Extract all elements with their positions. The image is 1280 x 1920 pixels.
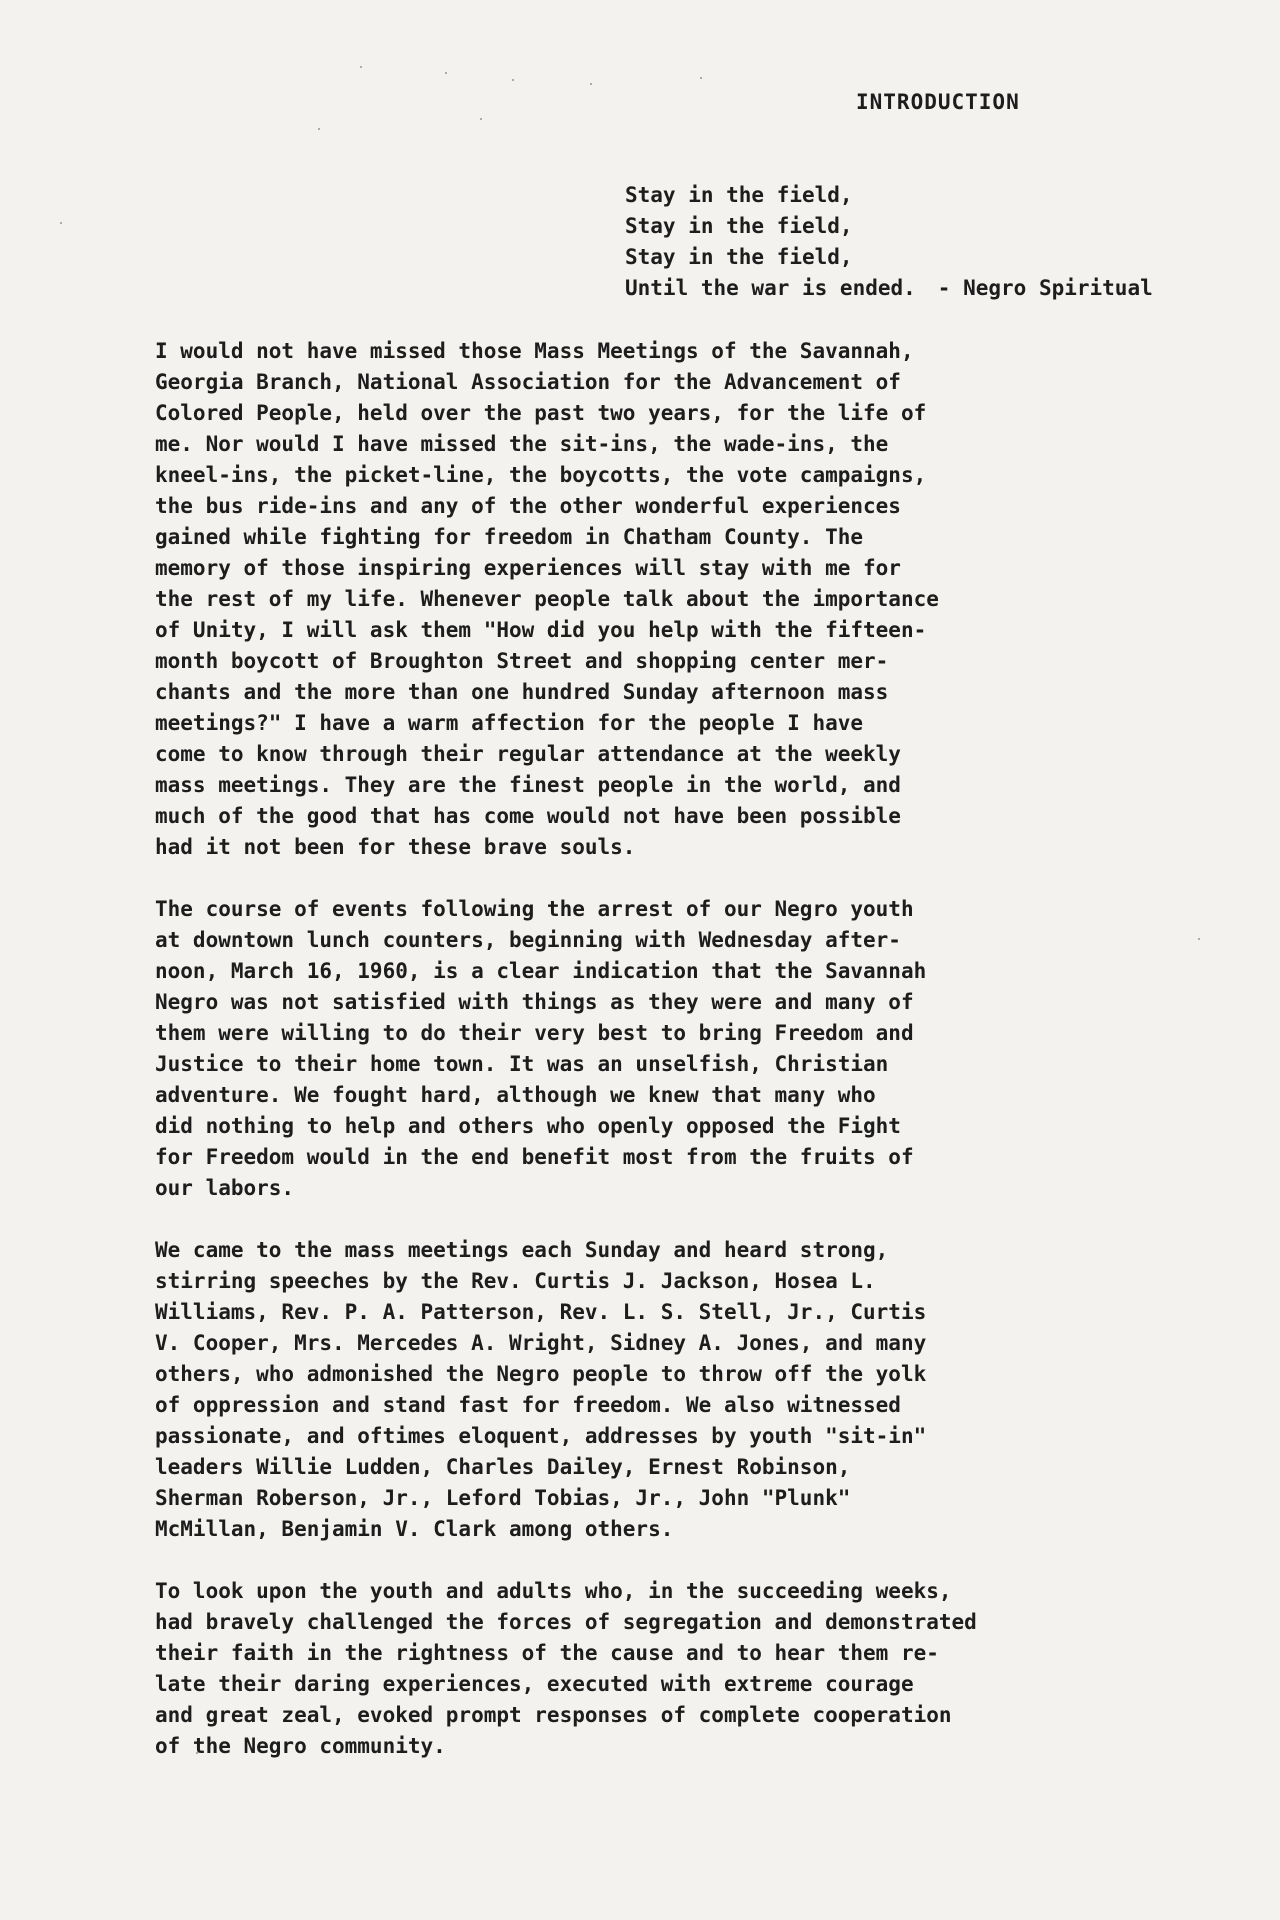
text-line: Georgia Branch, National Association for the Advancement of [155,370,901,394]
text-line: the rest of my life. Whenever people talk about the importance [155,587,939,611]
text-line: We came to the mass meetings each Sunday and heard strong, [155,1238,889,1262]
text-line: McMillan, Benjamin V. Clark among others. [155,1517,674,1541]
paragraph-2 [155,894,1165,1204]
epigraph-last-line [625,273,1153,304]
text-line: our labors. [155,1176,295,1200]
text-line: mass meetings. They are the finest people in the world, and [155,773,901,797]
text-line: meetings?" I have a warm affection for the people I have [155,711,864,735]
text-line: much of the good that has come would not have been possible [155,804,901,828]
text-line: V. Cooper, Mrs. Mercedes A. Wright, Sidney A. Jones, and many [155,1331,927,1355]
paragraph-1 [155,336,1165,863]
text-line: the bus ride-ins and any of the other wonderful experiences [155,494,901,518]
epigraph-line: Stay in the field, [625,183,853,207]
text-line: adventure. We fought hard, although we knew that many who [155,1083,876,1107]
paragraph-3 [155,1235,1165,1545]
text-line: their faith in the rightness of the cause and to hear them re- [155,1641,939,1665]
page-title: INTRODUCTION [856,90,1020,114]
text-line: Colored People, held over the past two years, for the life of [155,401,927,425]
text-line: for Freedom would in the end benefit most from the fruits of [155,1145,914,1169]
text-line: Justice to their home town. It was an unselfish, Christian [155,1052,889,1076]
text-line: noon, March 16, 1960, is a clear indication that the Savannah [155,959,927,983]
text-line: chants and the more than one hundred Sunday afternoon mass [155,680,889,704]
text-line: had it not been for these brave souls. [155,835,636,859]
text-line: passionate, and oftimes eloquent, addresses by youth "sit-in" [155,1424,927,1448]
text-line: To look upon the youth and adults who, in the succeeding weeks, [155,1579,952,1603]
text-line: them were willing to do their very best to bring Freedom and [155,1021,914,1045]
text-line: month boycott of Broughton Street and shopping center mer- [155,649,889,673]
epigraph-line: Stay in the field, [625,245,853,269]
epigraph [625,180,1153,304]
text-line: memory of those inspiring experiences will stay with me for [155,556,901,580]
text-line: The course of events following the arrest of our Negro youth [155,897,914,921]
text-line: me. Nor would I have missed the sit-ins, the wade-ins, the [155,432,889,456]
text-line: Negro was not satisfied with things as they were and many of [155,990,914,1014]
text-line: at downtown lunch counters, beginning with Wednesday after- [155,928,901,952]
epigraph-attribution: - Negro Spiritual [937,276,1153,300]
text-line: stirring speeches by the Rev. Curtis J. Jackson, Hosea L. [155,1269,876,1293]
text-line: of the Negro community. [155,1734,446,1758]
text-line: late their daring experiences, executed with extreme courage [155,1672,914,1696]
text-line: of Unity, I will ask them "How did you help with the fifteen- [155,618,927,642]
text-line: Williams, Rev. P. A. Patterson, Rev. L. S. Stell, Jr., Curtis [155,1300,927,1324]
text-line: did nothing to help and others who openly opposed the Fight [155,1114,901,1138]
text-line: come to know through their regular attendance at the weekly [155,742,901,766]
text-line: and great zeal, evoked prompt responses of complete cooperation [155,1703,952,1727]
body-text [155,336,1165,1793]
paragraph-4 [155,1576,1165,1762]
text-line: kneel-ins, the picket-line, the boycotts, the vote campaigns, [155,463,927,487]
text-line: had bravely challenged the forces of segregation and demonstrated [155,1610,977,1634]
epigraph-line: Until the war is ended. [625,276,916,300]
text-line: gained while fighting for freedom in Chatham County. The [155,525,864,549]
epigraph-line: Stay in the field, [625,214,853,238]
text-line: I would not have missed those Mass Meetings of the Savannah, [155,339,914,363]
text-line: leaders Willie Ludden, Charles Dailey, Ernest Robinson, [155,1455,851,1479]
text-line: Sherman Roberson, Jr., Leford Tobias, Jr., John "Plunk" [155,1486,851,1510]
text-line: others, who admonished the Negro people to throw off the yolk [155,1362,927,1386]
text-line: of oppression and stand fast for freedom. We also witnessed [155,1393,901,1417]
